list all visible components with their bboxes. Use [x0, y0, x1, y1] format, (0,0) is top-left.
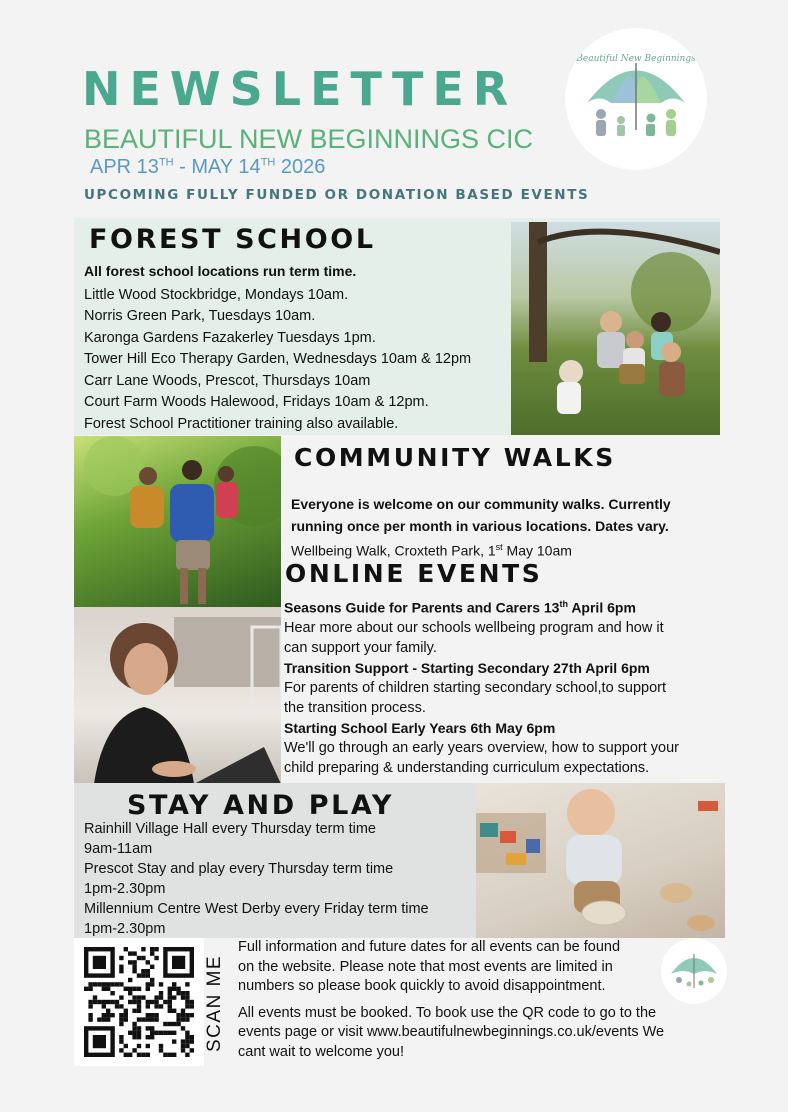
stay-and-play-photo — [476, 783, 725, 938]
scan-me-label: SCAN ME — [204, 954, 225, 1052]
list-item: Forest School Practitioner training also available. — [84, 415, 399, 432]
list-item: Rainhill Village Hall every Thursday term time — [84, 821, 376, 837]
list-item: 9am-11am — [84, 841, 153, 857]
list-item: 1pm-2.30pm — [84, 921, 166, 937]
qr-code[interactable] — [74, 938, 204, 1066]
list-item: Tower Hill Eco Therapy Garden, Wednesdays 10am & 12pm — [84, 351, 472, 367]
online-events-photo — [74, 607, 281, 784]
info-line: on the website. Please note that most events are limited in — [238, 958, 613, 975]
list-item: 1pm-2.30pm — [84, 881, 166, 897]
event-desc: Hear more about our schools wellbeing program and how it — [284, 619, 664, 636]
info-line: Full information and future dates for all events can be found — [238, 939, 621, 955]
info-line: cant wait to welcome you! — [238, 1043, 405, 1060]
online-events-heading: ONLINE EVENTS — [285, 559, 543, 588]
newsletter-title: NEWSLETTER — [82, 62, 518, 116]
list-item: Karonga Gardens Fazakerley Tuesdays 1pm. — [84, 329, 376, 346]
online-events-list — [284, 594, 734, 778]
event-desc: We'll go through an early years overview, how to support your — [284, 739, 680, 756]
list-item: Prescot Stay and play every Thursday term time — [84, 861, 394, 877]
stay-and-play-list — [84, 819, 484, 939]
event-desc: For parents of children starting secondary school,to support — [284, 679, 667, 696]
event-desc: can support your family. — [284, 639, 437, 656]
forest-school-intro: All forest school locations run term time. — [84, 263, 357, 279]
event-desc: child preparing & understanding curriculum expectations. — [284, 759, 650, 776]
community-walks-heading: COMMUNITY WALKS — [294, 443, 616, 472]
info-line: All events must be booked. To book use the QR code to go to the — [238, 1004, 657, 1021]
list-item: Millennium Centre West Derby every Friday term time — [84, 901, 429, 917]
list-item: Carr Lane Woods, Prescot, Thursdays 10am — [84, 372, 371, 389]
event-title: Starting School Early Years 6th May 6pm — [284, 719, 556, 736]
list-item: Court Farm Woods Halewood, Fridays 10am & 12pm. — [84, 394, 429, 410]
stay-and-play-heading: STAY AND PLAY — [127, 790, 394, 821]
organisation-name: BEAUTIFUL NEW BEGINNINGS CIC — [84, 124, 534, 154]
logo-text: Beautiful New Beginnings — [576, 54, 696, 64]
info-line: events page or visit www.beautifulnewbeginnings.co.uk/events We — [238, 1024, 665, 1040]
event-desc: the transition process. — [284, 699, 426, 716]
date-range: APR 13TH - MAY 14TH 2026 — [90, 156, 326, 178]
walks-intro-1: Everyone is welcome on our community walks. Currently — [291, 496, 671, 512]
forest-school-list — [84, 261, 509, 435]
forest-school-photo — [511, 222, 720, 435]
community-walks-text — [291, 494, 731, 562]
upcoming-subtitle: UPCOMING FULLY FUNDED OR DONATION BASED EVENTS — [84, 187, 590, 203]
community-walks-photo — [74, 436, 281, 607]
umbrella-logo-icon — [565, 28, 707, 170]
list-item: Norris Green Park, Tuesdays 10am. — [84, 308, 316, 324]
small-logo — [661, 938, 727, 1004]
walks-intro-2: running once per month in various locations. Dates vary. — [291, 517, 669, 534]
info-line: numbers so please book quickly to avoid disappointment. — [238, 978, 606, 994]
wellbeing-walk: Wellbeing Walk, Croxteth Park, 1st May 10am — [291, 542, 572, 559]
qr-code-icon — [74, 938, 204, 1066]
event-title: Seasons Guide for Parents and Carers 13th April 6pm — [284, 599, 636, 616]
booking-info — [238, 938, 724, 1062]
event-title: Transition Support - Starting Secondary 27th April 6pm — [284, 659, 650, 676]
organisation-logo — [565, 28, 707, 170]
umbrella-logo-icon — [661, 938, 727, 1004]
list-item: Little Wood Stockbridge, Mondays 10am. — [84, 286, 349, 303]
forest-school-heading: FOREST SCHOOL — [89, 224, 376, 255]
